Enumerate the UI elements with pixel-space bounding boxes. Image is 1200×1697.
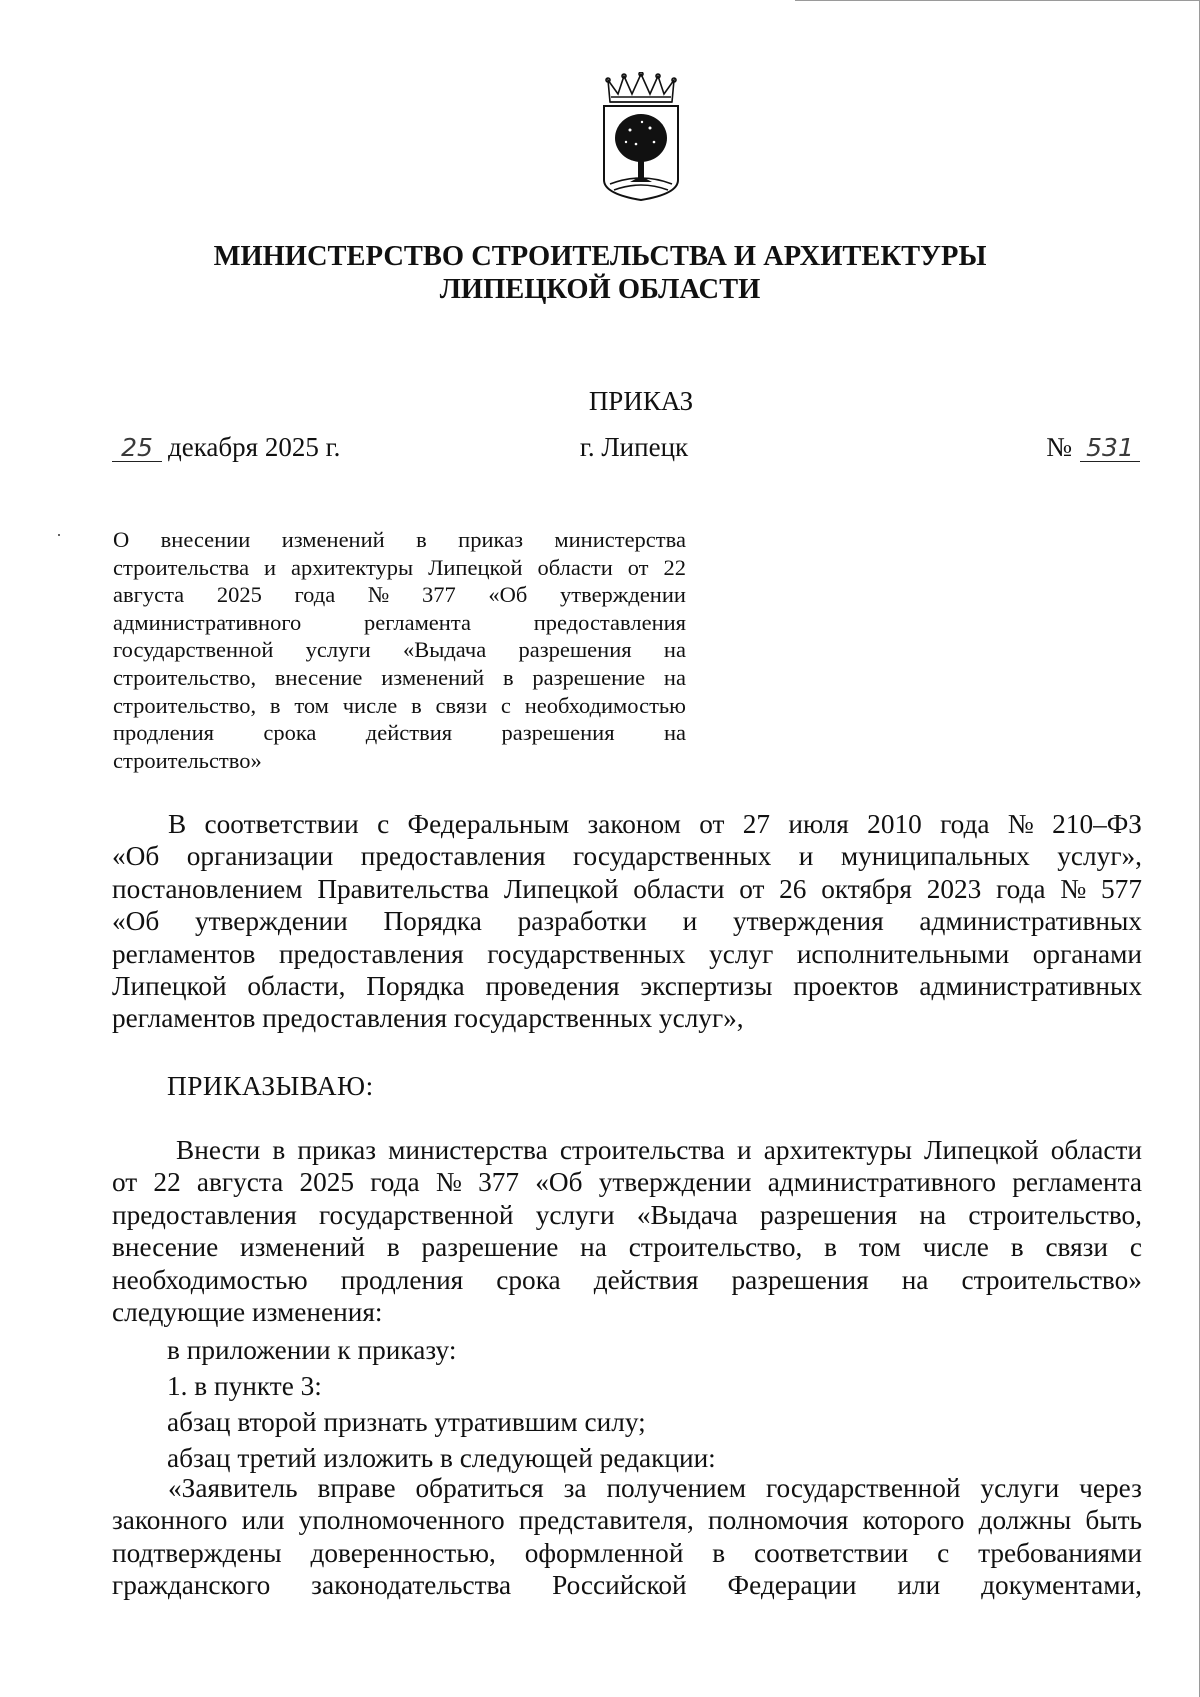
subject-line: [113, 554, 686, 582]
word: законного: [112, 1505, 228, 1536]
subject-line: [113, 747, 686, 775]
word: с: [500, 692, 511, 718]
word: проведения: [485, 971, 620, 1002]
word: утверждении: [194, 906, 348, 937]
order-text-line: [112, 1296, 1142, 1328]
word: Внести: [176, 1135, 261, 1165]
word: разрешение: [532, 664, 646, 690]
subject-line: [113, 636, 686, 664]
word: действия: [365, 720, 453, 746]
word: с: [1129, 1232, 1142, 1263]
preamble-line: [112, 808, 1142, 840]
word: разрешения: [731, 1264, 869, 1295]
word: полномочия: [707, 1505, 849, 1536]
word: необходимостью: [112, 1264, 308, 1295]
word: Порядка: [366, 971, 465, 1002]
word: в: [386, 1232, 400, 1263]
word: разрешение: [421, 1232, 559, 1263]
preamble-line: [112, 1002, 1142, 1034]
word: с: [377, 809, 390, 839]
word: области: [633, 873, 725, 904]
word: с: [937, 1537, 950, 1568]
word: или: [241, 1505, 285, 1536]
word: соответствии: [754, 1537, 909, 1568]
word: регламентов: [112, 938, 256, 969]
word: строительство,: [968, 1199, 1142, 1230]
lipetsk-coat-of-arms-icon: [600, 72, 682, 206]
word: «Об: [112, 841, 160, 872]
quoted-paragraph: [112, 1472, 1142, 1602]
word: разрешения: [501, 720, 615, 746]
word: строительства: [113, 554, 250, 580]
word: 2023: [926, 873, 982, 904]
quote-line: [112, 1569, 1142, 1601]
word: 26: [779, 873, 807, 904]
document-type: ПРИКАЗ: [588, 386, 694, 416]
word: утверждении: [560, 582, 686, 608]
word: продления: [340, 1264, 464, 1295]
word: в: [824, 1232, 838, 1263]
word: получением: [606, 1473, 747, 1503]
preamble-line: [112, 938, 1142, 970]
word: государственной: [113, 637, 274, 663]
word: «Об: [488, 582, 528, 608]
word: от: [699, 809, 725, 839]
word: услуг»,: [1057, 841, 1142, 872]
line-text: следующие изменения:: [112, 1297, 383, 1328]
word: Правительства: [317, 873, 490, 904]
word: 2025: [216, 582, 262, 608]
word: изменений: [281, 527, 385, 552]
amendment-item: в приложении к приказу:: [167, 1335, 457, 1365]
word: на: [663, 637, 686, 663]
word: июля: [788, 809, 849, 839]
word: через: [1079, 1473, 1142, 1503]
word: №: [435, 1167, 462, 1198]
word: государственных: [487, 938, 686, 969]
word: экспертизы: [640, 971, 773, 1002]
word: доверенностью,: [310, 1537, 496, 1568]
word: приказ: [297, 1135, 376, 1165]
word: «Об: [535, 1167, 583, 1198]
word: 27: [742, 809, 771, 839]
subject-line: [113, 664, 686, 692]
quote-line: [112, 1504, 1142, 1536]
word: внесение: [112, 1232, 219, 1263]
word: услуги: [305, 637, 371, 663]
preamble-paragraph: [112, 808, 1142, 1035]
word: муниципальных: [840, 841, 1030, 872]
word: архитектуры: [291, 554, 414, 580]
word: в: [502, 664, 514, 690]
order-text-line: [112, 1134, 1142, 1166]
word: обратиться: [415, 1473, 544, 1503]
amendment-items: [167, 1332, 716, 1476]
word: 22: [663, 554, 686, 580]
word: от: [112, 1167, 138, 1198]
order-text-paragraph: [112, 1134, 1142, 1328]
word: проектов: [793, 971, 899, 1002]
word: строительство,: [113, 664, 257, 690]
word: подтверждены: [112, 1537, 282, 1568]
word: числе: [342, 692, 398, 718]
word: государственной: [765, 1473, 961, 1503]
word: утверждении: [598, 1167, 752, 1198]
word: в: [411, 692, 422, 718]
word: строительство,: [628, 1232, 803, 1263]
word: года: [370, 1167, 420, 1198]
word: области,: [247, 971, 346, 1002]
word: Липецкой: [924, 1135, 1039, 1165]
preamble-line: [112, 840, 1142, 872]
word: «Выдача: [636, 1199, 738, 1230]
word: услуги: [980, 1473, 1060, 1503]
word: срока: [496, 1264, 561, 1295]
word: соответствии: [204, 809, 359, 839]
word: срока: [263, 720, 317, 746]
word: и: [737, 1135, 752, 1165]
word: документами,: [981, 1570, 1142, 1601]
word: связи: [435, 692, 488, 718]
ministry-title: [0, 240, 1200, 306]
word: Федеральным: [407, 809, 570, 839]
quote-line: [112, 1537, 1142, 1569]
word: 377: [421, 582, 456, 608]
word: органами: [1032, 938, 1142, 969]
word: том: [294, 692, 329, 718]
amendment-item: абзац третий изложить в следующей редакции:: [167, 1443, 716, 1473]
word: законом: [587, 809, 681, 839]
word: 577: [1101, 873, 1142, 904]
word: года: [940, 809, 990, 839]
word: на: [663, 664, 686, 690]
word: за: [563, 1473, 587, 1503]
word: Липецкой: [112, 971, 227, 1002]
word: приказ: [458, 527, 523, 552]
word: в: [272, 1135, 286, 1165]
scan-edge-top: [795, 0, 1200, 1]
word: 22: [153, 1167, 181, 1198]
word: связи: [1045, 1232, 1109, 1263]
word: области: [1050, 1135, 1142, 1165]
ministry-title-line1: МИНИСТЕРСТВО СТРОИТЕЛЬСТВА И АРХИТЕКТУРЫ: [213, 241, 987, 272]
word: Федерации: [727, 1570, 857, 1601]
word: действия: [593, 1264, 699, 1295]
word: №: [367, 582, 390, 608]
word: административных: [919, 906, 1142, 937]
word: октября: [821, 873, 912, 904]
word: услуги: [535, 1199, 615, 1230]
word: и: [798, 841, 814, 872]
word: от: [627, 554, 649, 580]
word: строительство,: [113, 692, 257, 718]
word: области: [537, 554, 613, 580]
number-sign: №: [1046, 432, 1072, 462]
word: необходимостью: [524, 692, 686, 718]
order-text-line: [112, 1231, 1142, 1263]
order-date-text: декабря 2025 г.: [168, 432, 341, 462]
subject-line: [113, 526, 686, 554]
word: внесение: [274, 664, 363, 690]
word: предоставления: [360, 841, 546, 872]
word: законодательства: [311, 1570, 512, 1601]
subject-line: [113, 581, 686, 609]
word: представителя,: [518, 1505, 694, 1536]
word: №: [1060, 873, 1087, 904]
word: разрешения: [759, 1199, 898, 1230]
word: О: [113, 527, 130, 552]
word: оформленной: [524, 1537, 684, 1568]
word: в: [1010, 1232, 1024, 1263]
word: гражданского: [112, 1570, 271, 1601]
word: на: [580, 1232, 607, 1263]
handwritten-number: 531: [1080, 435, 1140, 462]
word: продления: [113, 720, 214, 746]
word: строительства: [559, 1135, 725, 1165]
line-text: регламентов предоставления государственных услуг»,: [112, 1003, 744, 1034]
word: утверждения: [732, 906, 884, 937]
word: августа: [196, 1167, 284, 1198]
word: исполнительными: [796, 938, 1010, 969]
word: административных: [919, 971, 1142, 1002]
order-subject: [113, 526, 686, 774]
word: предоставления: [112, 1199, 297, 1230]
word: разрешения: [518, 637, 632, 663]
word: разработки: [517, 906, 647, 937]
subject-line: [113, 609, 686, 637]
preamble-line: [112, 873, 1142, 905]
word: на: [901, 1264, 929, 1295]
word: в: [416, 527, 427, 552]
order-text-line: [112, 1199, 1142, 1231]
word: и: [682, 906, 698, 937]
word: года: [996, 873, 1046, 904]
order-number: [1046, 432, 1140, 463]
handwritten-day: 25: [112, 435, 162, 462]
word: архитектуры: [763, 1135, 912, 1165]
word: в: [712, 1537, 726, 1568]
quote-line: [112, 1472, 1142, 1504]
word: 210–ФЗ: [1052, 809, 1142, 839]
word: быть: [1085, 1505, 1142, 1536]
word: изменений: [240, 1232, 365, 1263]
preamble-line: [112, 970, 1142, 1002]
word: от: [739, 873, 765, 904]
order-text-line: [112, 1166, 1142, 1198]
word: вправе: [317, 1473, 396, 1503]
word: требованиями: [978, 1537, 1142, 1568]
amendment-item: абзац второй признать утратившим силу;: [167, 1407, 646, 1437]
word: «Заявитель: [168, 1473, 298, 1503]
word: административного: [767, 1167, 997, 1198]
word: уполномоченного: [298, 1505, 505, 1536]
word: Липецкой: [428, 554, 523, 580]
word: В: [168, 809, 187, 839]
word: регламента: [1012, 1167, 1142, 1198]
word: «Выдача: [402, 637, 487, 663]
ministry-title-line2: ЛИПЕЦКОЙ ОБЛАСТИ: [439, 274, 761, 305]
word: или: [897, 1570, 941, 1601]
word: года: [294, 582, 336, 608]
word: регламента: [364, 609, 471, 635]
word: на: [663, 720, 686, 746]
subject-line: [113, 692, 686, 720]
word: том: [858, 1232, 901, 1263]
word: числе: [922, 1232, 989, 1263]
preamble-line: [112, 905, 1142, 937]
line-text: строительство»: [113, 747, 262, 773]
word: августа: [113, 582, 185, 608]
word: Липецкой: [503, 873, 619, 904]
word: в: [269, 692, 281, 718]
word: организации: [186, 841, 334, 872]
word: внесении: [160, 527, 251, 552]
word: которого: [862, 1505, 965, 1536]
word: Порядка: [383, 906, 482, 937]
word: государственных: [572, 841, 772, 872]
word: строительство»: [961, 1264, 1142, 1295]
scan-speck: [58, 534, 60, 536]
word: государственной: [318, 1199, 514, 1230]
amendment-item: 1. в пункте 3:: [167, 1371, 322, 1401]
order-city: г. Липецк: [579, 432, 689, 462]
subject-line: [113, 719, 686, 747]
word: и: [264, 554, 277, 580]
word: постановлением: [112, 873, 303, 904]
word: на: [919, 1199, 947, 1230]
word: услуг: [709, 938, 774, 969]
word: 2025: [299, 1167, 355, 1198]
word: предоставления: [533, 609, 686, 635]
word: Российской: [552, 1570, 687, 1601]
word: министерства: [388, 1135, 548, 1165]
word: должны: [978, 1505, 1072, 1536]
word: №: [1007, 809, 1034, 839]
word: административного: [113, 609, 302, 635]
order-text-line: [112, 1264, 1142, 1296]
word: 377: [478, 1167, 520, 1198]
word: предоставления: [278, 938, 464, 969]
word: 2010: [867, 809, 922, 839]
word: «Об: [112, 906, 160, 937]
word: министерства: [554, 527, 686, 552]
decree-word: ПРИКАЗЫВАЮ:: [167, 1071, 374, 1101]
word: изменений: [381, 664, 485, 690]
